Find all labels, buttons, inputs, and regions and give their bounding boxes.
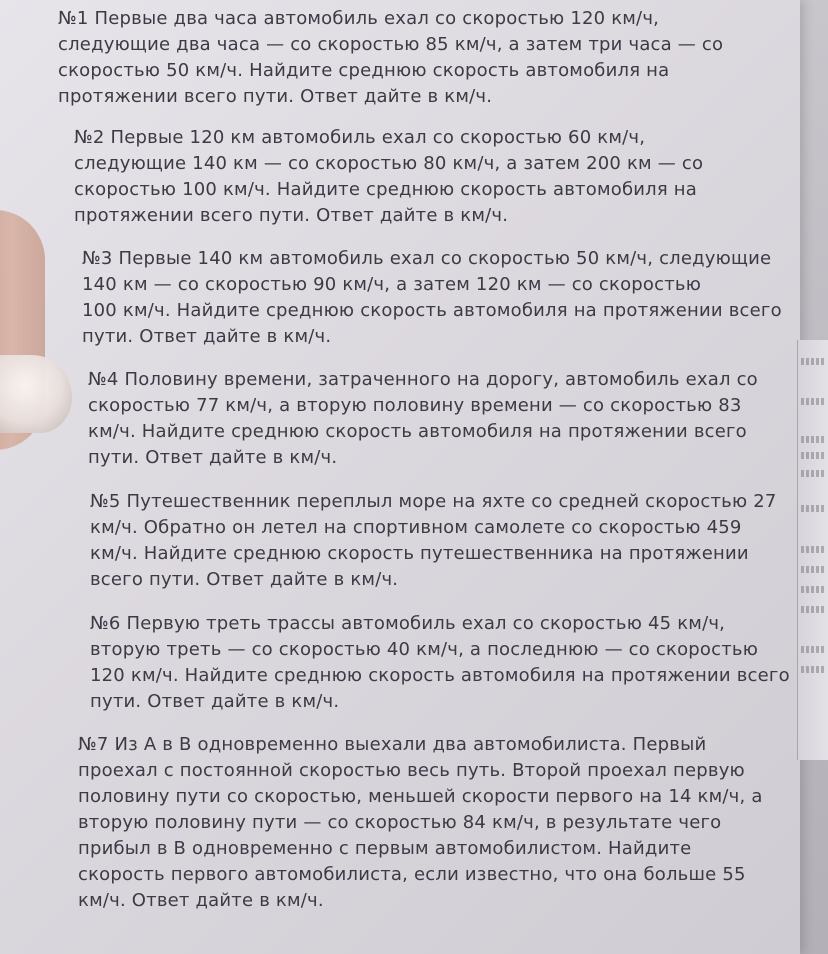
background-text-fragment — [801, 358, 825, 365]
problem-3: №3 Первые 140 км автомобиль ехал со скоростью 50 км/ч, следующие 140 км — со скоростью 90 км/ч, а затем 120 км — со скоростью 100 км/ч. Найдите среднюю скорость автомобиля на протяжении всего пути. Ответ дайте в км/ч. — [82, 248, 782, 347]
problem-7: №7 Из А в В одновременно выехали два автомобилиста. Первый проехал с постоянной скоростью весь путь. Второй проехал первую половину пути со скоростью, меньшей скорости первого на 14 км/ч, а вторую половину пути — со скоростью 84 км/ч, в результате чего прибыл в В одновременно с первым автомобилистом. Найдите скорость первого автомобилиста, если известно, что она больше 55 км/ч. Ответ дайте в км/ч. — [78, 734, 763, 911]
problem-4: №4 Половину времени, затраченного на дорогу, автомобиль ехал со скоростью 77 км/ч, а вторую половину времени — со скоростью 83 км/ч. Найдите среднюю скорость автомобиля на протяжении всего пути. Ответ дайте в км/ч. — [88, 369, 758, 468]
background-text-fragment — [801, 470, 825, 477]
problem-5: №5 Путешественник переплыл море на яхте со средней скоростью 27 км/ч. Обратно он летел на спортивном самолете со скоростью 459 км/ч. Найдите среднюю скорость путешественника на протяжении всего пути. Ответ дайте в км/ч. — [90, 491, 777, 590]
problem-2: №2 Первые 120 км автомобиль ехал со скоростью 60 км/ч, следующие 140 км — со скоростью 80 км/ч, а затем 200 км — со скоростью 100 км/ч. Найдите среднюю скорость автомобиля на протяжении всего пути. Ответ дайте в км/ч. — [74, 127, 704, 226]
problem-1: №1 Первые два часа автомобиль ехал со скоростью 120 км/ч, следующие два часа — со скоростью 85 км/ч, а затем три часа — со скоростью 50 км/ч. Найдите среднюю скорость автомобиля на протяжении всего пути. Ответ дайте в км/ч. — [58, 8, 724, 107]
problem-6: №6 Первую треть трассы автомобиль ехал со скоростью 45 км/ч, вторую треть — со скоростью 40 км/ч, а последнюю — со скоростью 120 км/ч. Найдите среднюю скорость автомобиля на протяжении всего пути. Ответ дайте в км/ч. — [90, 613, 790, 712]
problem-list — [58, 6, 790, 914]
